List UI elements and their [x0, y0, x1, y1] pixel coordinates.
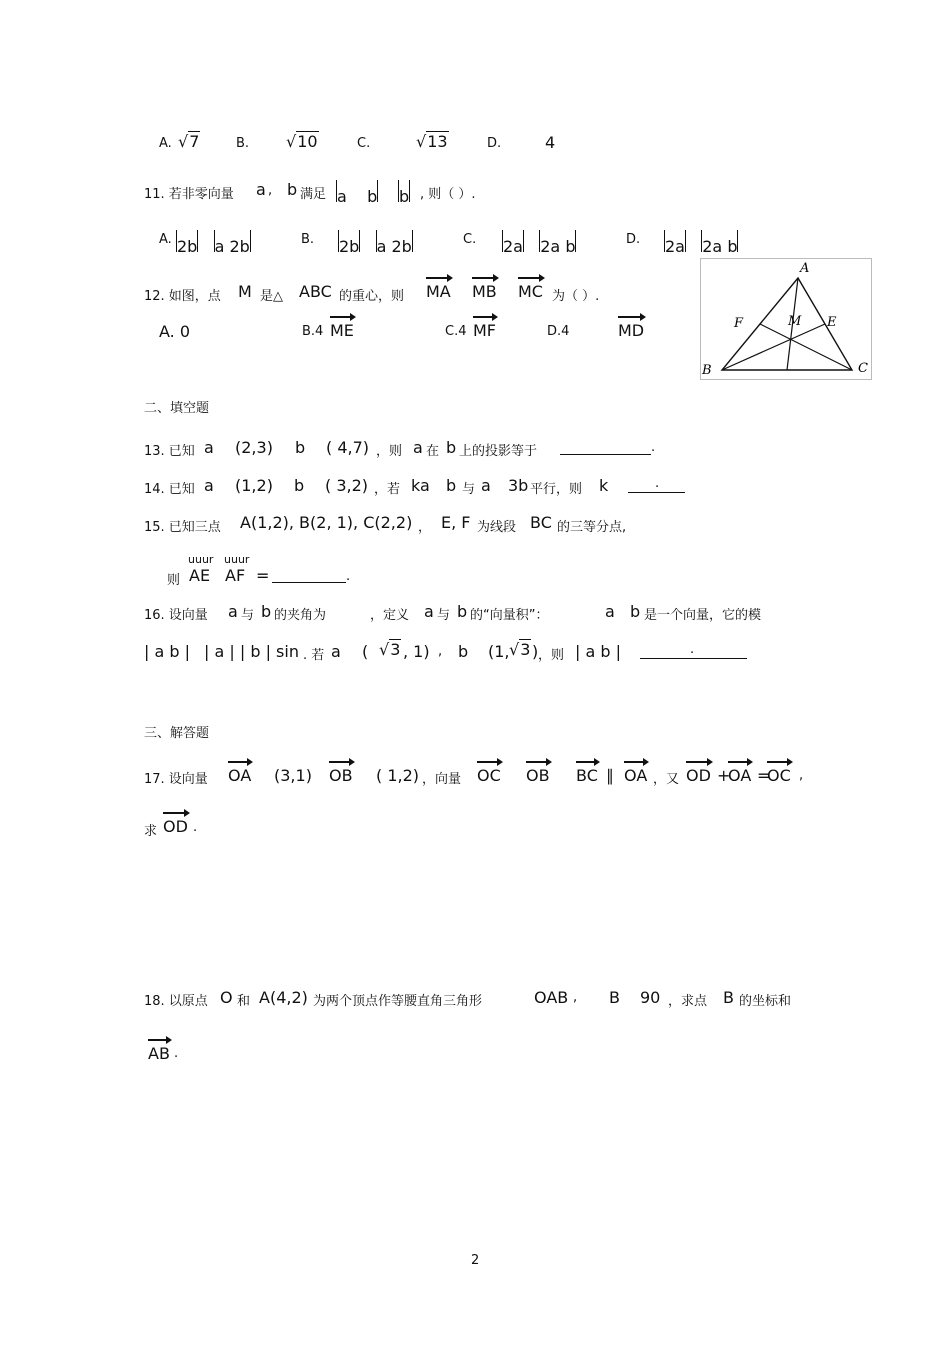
- q16-t7: 是一个向量，它的模: [644, 608, 762, 623]
- q13-tail: .: [651, 440, 656, 455]
- q12-option-b-label: B.4: [302, 324, 324, 339]
- q11-tail: , 则（ ）.: [420, 187, 476, 202]
- q18-point-a: A(4,2): [259, 988, 308, 1007]
- q12-mid2: 的重心，则: [339, 289, 405, 304]
- section-fill-in-title: 二、填空题: [144, 401, 210, 416]
- q14-t2: ，若: [374, 482, 401, 497]
- q16-t6: 的“向量积”：: [470, 608, 549, 623]
- q18-comma: ,: [573, 990, 578, 1005]
- q11-option-b-label: B.: [301, 232, 315, 247]
- q11-option-c: 2a 2a b: [502, 230, 576, 256]
- q13-a2: a: [413, 438, 423, 457]
- q14-b2: b: [446, 476, 457, 495]
- label-m: M: [788, 314, 802, 329]
- q12-vector-mb: MB: [472, 282, 497, 301]
- label-a: A: [800, 261, 810, 276]
- q10-option-c-label: C.: [357, 136, 371, 151]
- q17-vec-od2: OD: [163, 817, 188, 836]
- q18-b: B: [609, 988, 620, 1007]
- q12-option-b-vector: ME: [330, 321, 354, 340]
- q15-tail: .: [346, 569, 351, 584]
- q18-dot: .: [174, 1046, 179, 1061]
- q17-vec-bc: BC: [576, 766, 598, 785]
- q16-modulus-lhs: | a b |: [144, 642, 190, 661]
- q14-t1: 14. 已知: [144, 482, 195, 497]
- q13-t4: 上的投影等于: [459, 444, 538, 459]
- q14-a: a: [204, 476, 214, 495]
- q11-vector-b: b: [287, 180, 298, 199]
- q14-t3: 与: [462, 482, 476, 497]
- q11-option-c-label: C.: [463, 232, 477, 247]
- q17-vec-od: OD: [686, 766, 711, 785]
- q15-eq: =: [256, 566, 270, 585]
- q11-stem-prefix: 11. 若非零向量: [144, 187, 234, 202]
- q13-v2: ( 4,7): [326, 438, 370, 457]
- q15-ef: E, F: [441, 513, 471, 532]
- q12-vector-ma: MA: [426, 282, 451, 301]
- q14-k: k: [599, 476, 609, 495]
- label-b: B: [702, 363, 712, 378]
- q17-vec-oa3: OA: [728, 766, 751, 785]
- q12-option-a: A. 0: [159, 322, 191, 341]
- q11-option-b: 2b a 2b: [338, 230, 413, 256]
- q17-vec-oc2: OC: [767, 766, 791, 785]
- q15-t4: 则: [167, 573, 181, 588]
- q16-b: b: [261, 602, 272, 621]
- q10-option-b-value: √10: [286, 132, 318, 151]
- q16-answer-expr: | a b |: [575, 642, 621, 661]
- q14-a2: a: [481, 476, 491, 495]
- q11-option-a-label: A.: [159, 232, 172, 247]
- q17-t4: 求: [144, 824, 158, 839]
- q10-option-d-value: 4: [545, 133, 556, 152]
- q12-option-d-vector: MD: [618, 321, 644, 340]
- q11-comma: ,: [268, 183, 273, 198]
- q16-t9: ，则: [538, 648, 565, 663]
- q16-b4: b: [458, 642, 469, 661]
- q16-t3: 的夹角为: [274, 608, 327, 623]
- q16-b3: b: [630, 602, 641, 621]
- q18-t3: 为两个顶点作等腰直角三角形: [313, 994, 483, 1009]
- q16-t4: ，定义: [370, 608, 410, 623]
- q14-v2: ( 3,2): [325, 476, 369, 495]
- q11-option-d-label: D.: [626, 232, 641, 247]
- q12-abc: ABC: [299, 282, 332, 301]
- q15-t2: 为线段: [477, 520, 517, 535]
- q11-option-a: 2b a 2b: [176, 230, 251, 256]
- q18-oab: OAB: [534, 988, 569, 1007]
- q14-3b: 3b: [508, 476, 529, 495]
- q10-option-c-value: √13: [416, 132, 448, 151]
- q17-vec-oa2: OA: [624, 766, 647, 785]
- q17-dot: .: [193, 820, 198, 835]
- q17-vec-ob2: OB: [526, 766, 550, 785]
- q16-v1-open: (: [362, 642, 369, 661]
- q16-comma: ,: [438, 644, 443, 659]
- q15-t1: 15. 已知三点: [144, 520, 221, 535]
- q15-t3: 的三等分点,: [557, 520, 627, 535]
- q13-t1: 13. 已知: [144, 444, 195, 459]
- q16-t8: . 若: [303, 648, 325, 663]
- q12-prefix: 12. 如图，点: [144, 289, 221, 304]
- q16-v2-sqrt: √3: [509, 640, 531, 659]
- q10-option-a-value: √7: [178, 132, 200, 151]
- q13-a: a: [204, 438, 214, 457]
- q16-t2: 与: [241, 608, 255, 623]
- q12-vector-mc: MC: [518, 282, 543, 301]
- q14-t4: 平行，则: [530, 482, 583, 497]
- q17-t2: ，向量: [422, 772, 462, 787]
- q18-o: O: [220, 988, 233, 1007]
- q18-t5: 的坐标和: [739, 994, 792, 1009]
- q16-a: a: [228, 602, 238, 621]
- q11-condition-lhs: a b: [336, 180, 378, 206]
- q14-b: b: [294, 476, 305, 495]
- triangle-figure: [700, 258, 872, 380]
- q12-option-c-label: C.4: [445, 324, 467, 339]
- q18-deg: 90: [640, 988, 661, 1007]
- q14-tail: .: [655, 476, 660, 491]
- q10-option-b-label: B.: [236, 136, 250, 151]
- q12-tail: 为（ ）.: [552, 289, 600, 304]
- q14-ka: ka: [411, 476, 430, 495]
- figure-frame: [701, 259, 872, 380]
- q15-uuur-2: uuur: [224, 553, 250, 566]
- q15-af: AF: [225, 566, 246, 585]
- q16-v2-open: (1,: [488, 642, 510, 661]
- q15-bc: BC: [530, 513, 552, 532]
- q10-option-a-label: A.: [159, 136, 172, 151]
- label-f: F: [734, 316, 744, 331]
- q13-answer-blank[interactable]: [560, 440, 651, 455]
- q17-eq: =: [757, 766, 771, 785]
- q17-vec-ob: OB: [329, 766, 353, 785]
- q15-ae: AE: [189, 566, 211, 585]
- q13-v1: (2,3): [235, 438, 273, 457]
- q16-b2: b: [457, 602, 468, 621]
- q16-modulus-rhs: | a | | b | sin: [204, 642, 299, 661]
- q18-b2: B: [723, 988, 734, 1007]
- section-answer-title: 三、解答题: [144, 726, 210, 741]
- q13-b: b: [295, 438, 306, 457]
- q17-t3: ，又: [653, 772, 680, 787]
- q14-v1: (1,2): [235, 476, 273, 495]
- q18-vec-ab: AB: [148, 1044, 170, 1063]
- q15-points: A(1,2), B(2, 1), C(2,2): [240, 513, 413, 532]
- q15-uuur-1: uuur: [188, 553, 214, 566]
- q18-t2: 和: [237, 994, 251, 1009]
- q12-option-c-vector: MF: [473, 321, 496, 340]
- q12-mid: 是△: [260, 289, 283, 304]
- q11-option-d: 2a 2a b: [664, 230, 738, 256]
- q11-condition-rhs: b: [398, 180, 410, 206]
- q12-option-d-label: D.4: [547, 324, 570, 339]
- q15-sep: ，: [418, 520, 432, 535]
- q16-dot: .: [690, 642, 695, 657]
- q13-t2: ，则: [376, 444, 403, 459]
- q17-t1: 17. 设向量: [144, 772, 208, 787]
- q16-v1-tail: , 1): [403, 642, 430, 661]
- q17-vec-oa: OA: [228, 766, 251, 785]
- q10-option-d-label: D.: [487, 136, 502, 151]
- q18-t1: 18. 以原点: [144, 994, 208, 1009]
- q16-t5: 与: [437, 608, 451, 623]
- q11-mid-text: 满足: [300, 187, 327, 202]
- q13-b2: b: [446, 438, 457, 457]
- q13-t3: 在: [426, 444, 440, 459]
- q16-v1-sqrt: √3: [379, 640, 401, 659]
- q16-t1: 16. 设向量: [144, 608, 208, 623]
- q11-vector-a: a: [256, 180, 266, 199]
- q17-v1: (3,1): [274, 766, 312, 785]
- q16-v2-close: ): [532, 642, 539, 661]
- q16-a4: a: [331, 642, 341, 661]
- q12-point-m: M: [238, 282, 252, 301]
- page-number: 2: [471, 1253, 480, 1268]
- q15-answer-blank[interactable]: [272, 568, 346, 583]
- q16-a3: a: [605, 602, 615, 621]
- q16-a2: a: [424, 602, 434, 621]
- q17-plus: +: [717, 766, 731, 785]
- q17-vec-oc: OC: [477, 766, 501, 785]
- q17-parallel: ∥: [606, 766, 614, 785]
- label-c: C: [858, 361, 868, 376]
- label-e: E: [827, 315, 837, 330]
- q17-end: ,: [799, 768, 804, 783]
- q17-v2: ( 1,2): [376, 766, 420, 785]
- q18-t4: ，求点: [668, 994, 708, 1009]
